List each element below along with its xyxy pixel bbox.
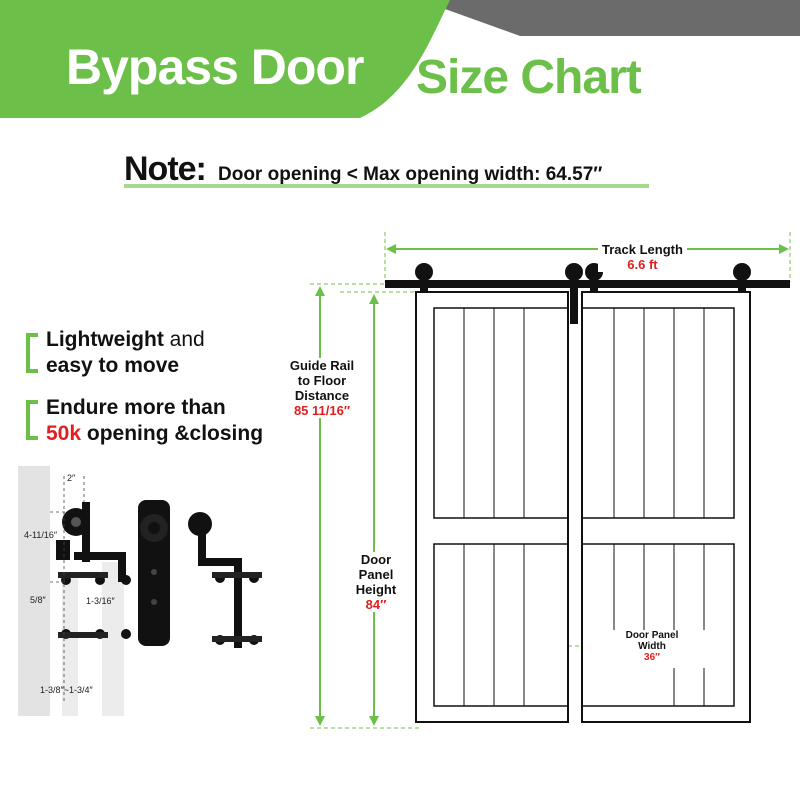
hardware-detail-illustration [14, 462, 284, 722]
dim-top: 2″ [67, 473, 76, 483]
door-width-value: 36″ [644, 652, 660, 663]
track-length-label [598, 242, 687, 272]
door-height-line-3: Height [355, 582, 397, 597]
guide-rail-line-3: Distance [294, 388, 350, 403]
feature-bracket-1 [26, 333, 38, 373]
door-width-line-1: Door Panel [625, 630, 679, 641]
door-height-line-2: Panel [358, 567, 394, 582]
door-height-label [348, 552, 404, 612]
feature-1-line-2: easy to move [46, 354, 180, 377]
door-width-label [612, 630, 692, 663]
feature-bracket-2 [26, 400, 38, 440]
feature-1-line-1 [46, 328, 205, 352]
dim-left-lower: 5/8″ [30, 595, 46, 605]
feature-2-rest: opening &closing [81, 422, 264, 445]
door-width-line-2: Width [638, 641, 666, 652]
guide-rail-line-2: to Floor [297, 373, 347, 388]
door-height-line-1: Door [360, 552, 392, 567]
door-height-value: 84″ [365, 597, 387, 612]
title-bypass-door: Bypass Door [66, 39, 364, 95]
note-label: Note: [124, 150, 206, 188]
guide-rail-line-1: Guide Rail [289, 358, 355, 373]
track-length-title: Track Length [602, 242, 683, 257]
note-text: Door opening < Max opening width: 64.57″ [218, 164, 603, 185]
feature-2-line-1: Endure more than [46, 396, 226, 419]
dim-mid: 1-3/16″ [86, 596, 115, 606]
title-size-chart: Size Chart [416, 51, 641, 104]
dim-left-upper: 4-11/16″ [24, 530, 58, 540]
guide-rail-value: 85 11/16″ [293, 403, 351, 418]
dim-bottom: 1-3/8″~1-3/4″ [40, 685, 93, 695]
feature-1-rest: and [163, 328, 205, 351]
feature-1-bold: Lightweight [46, 328, 164, 351]
feature-2-line-2 [46, 422, 263, 446]
track-length-value: 6.6 ft [627, 257, 658, 272]
feature-2-red: 50k [46, 422, 82, 445]
guide-rail-label [286, 358, 358, 418]
